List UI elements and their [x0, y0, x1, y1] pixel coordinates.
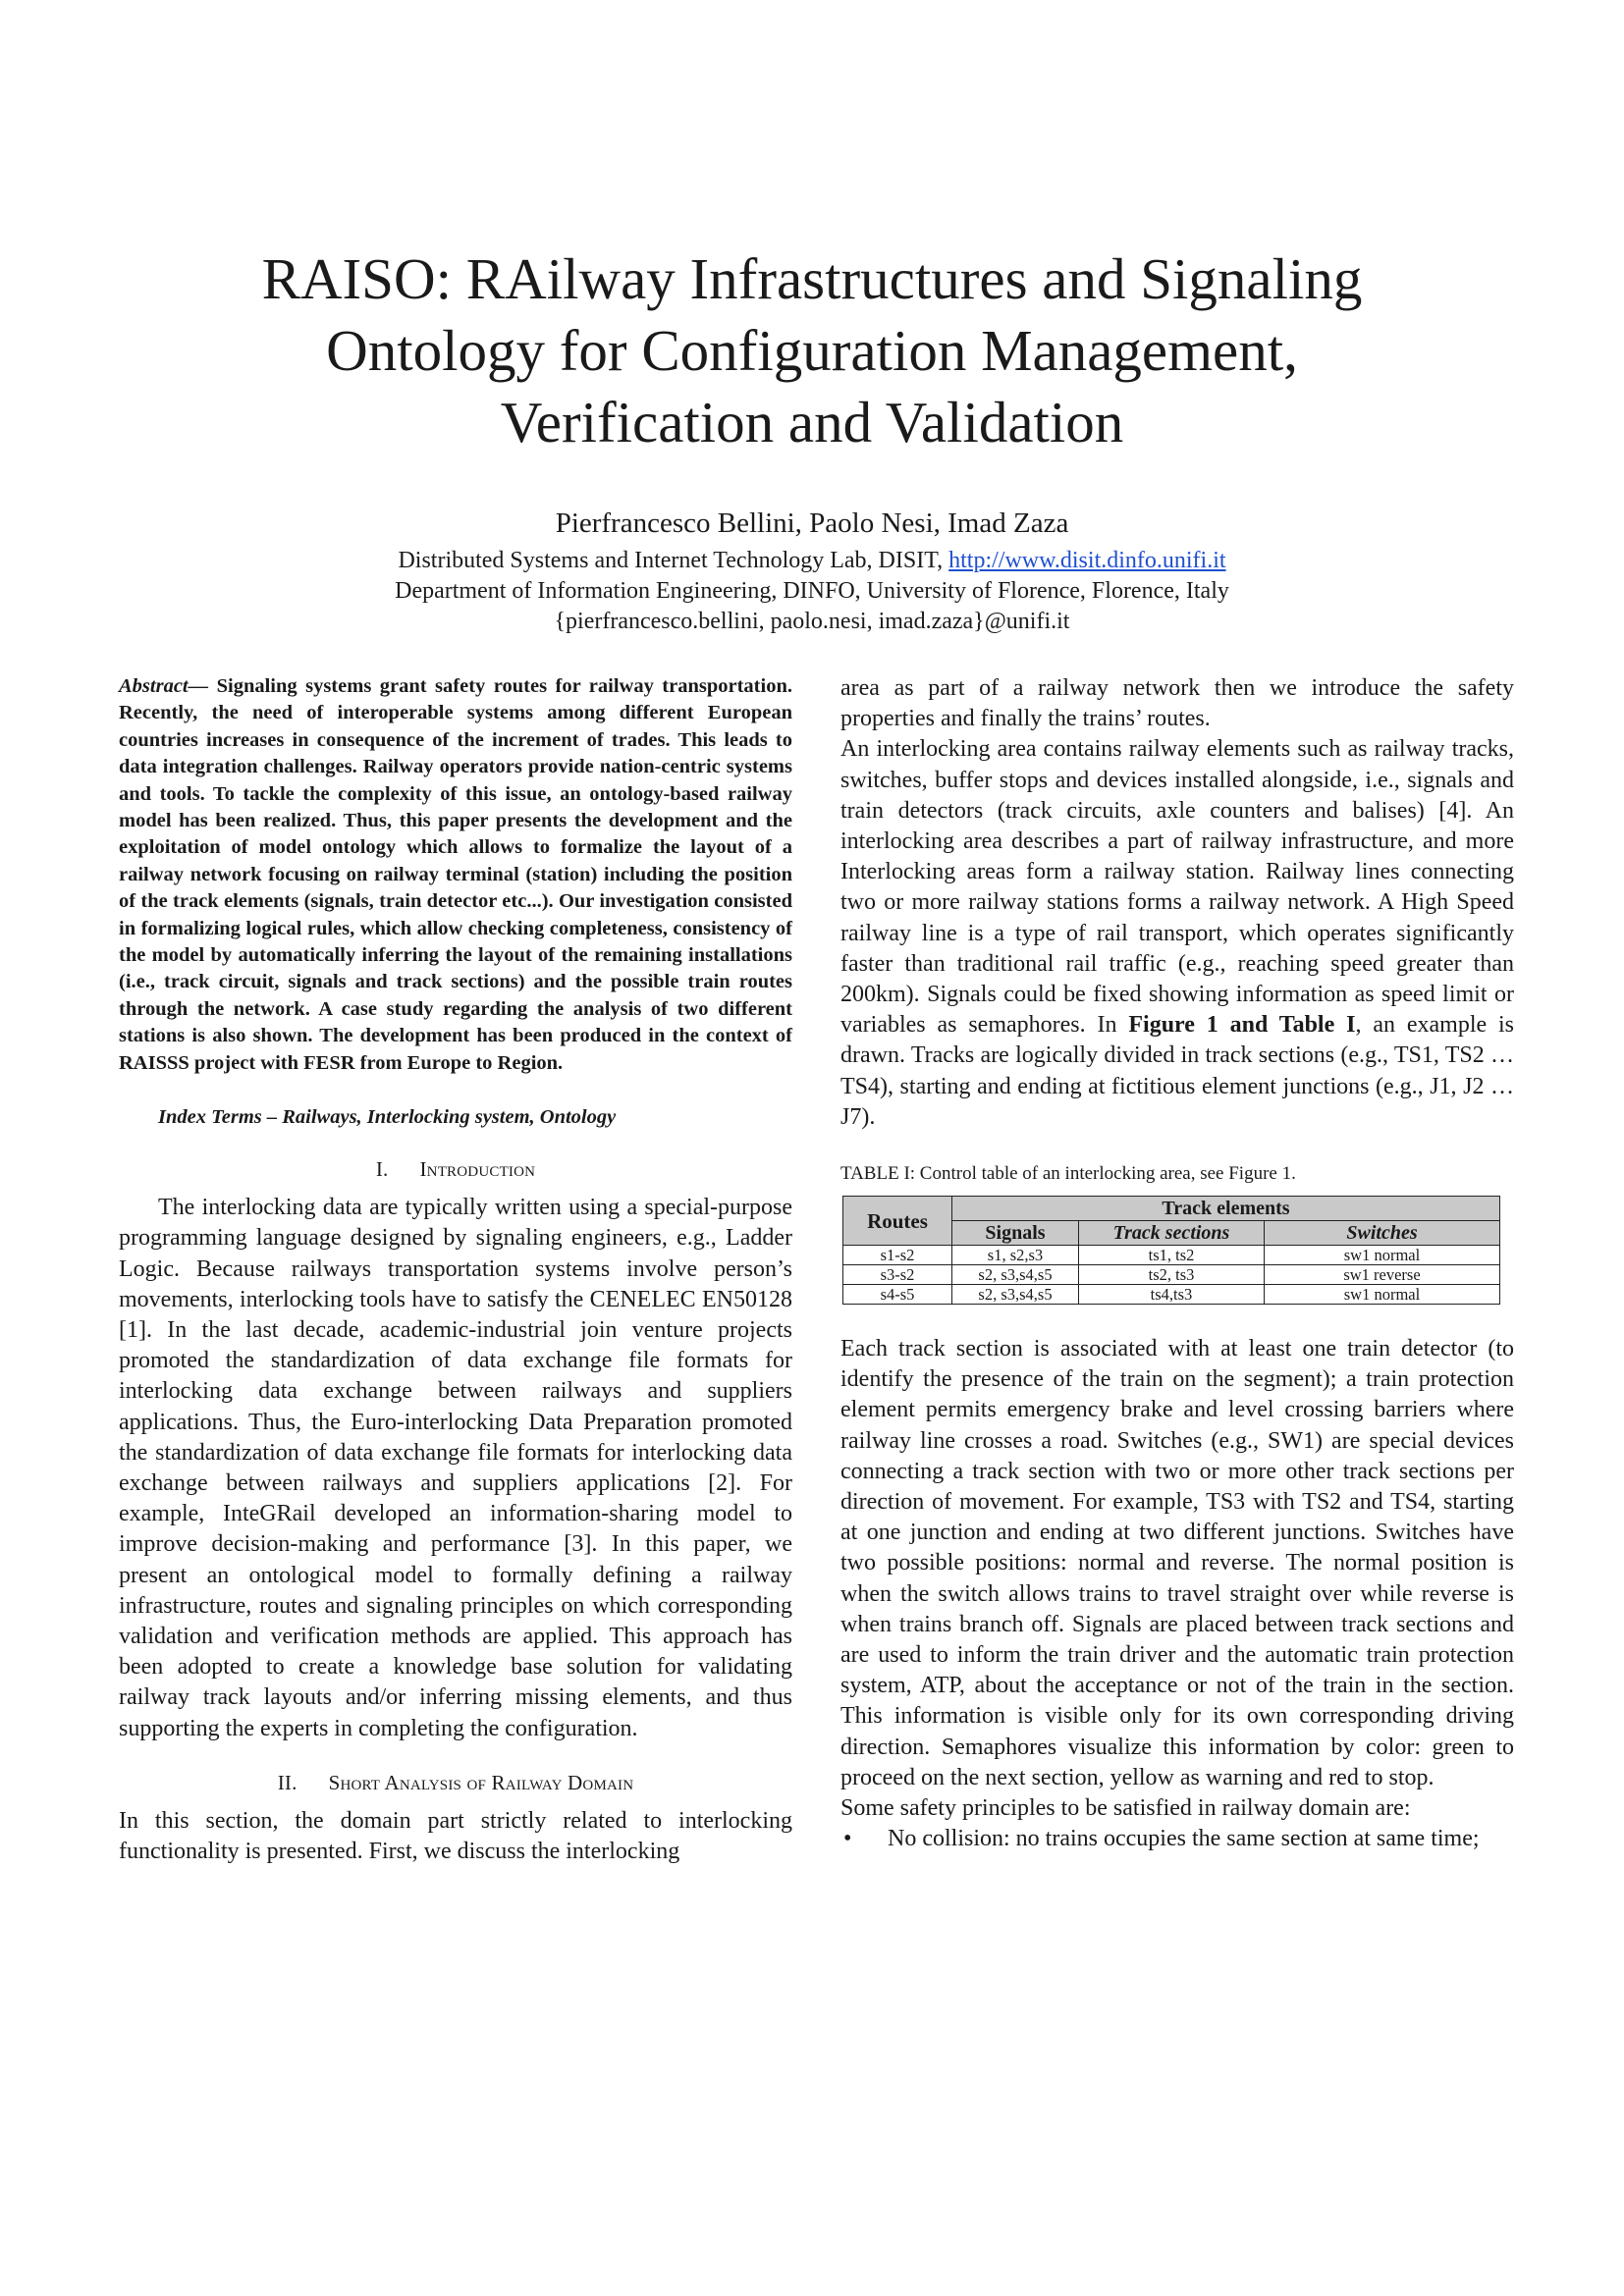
table-row [843, 1285, 1500, 1305]
right-paragraph-2 [840, 734, 1514, 1133]
affiliation-line-1 [118, 546, 1506, 576]
paragraph-text: , an example is drawn. Tracks are logically divided in track sections (e.g., TS1, TS2 … TS4), starting and ending at fictitious element junctions (e.g., J1, J2 … J7). [840, 1012, 1515, 1130]
table-row [843, 1246, 1500, 1265]
abstract-text: Signaling systems grant safety routes for railway transportation. Recently, the need of interoperable systems among different European countries increases in consequence of the increment of trades. This leads to data integration challenges. Railway operators provide nation-centric systems and tools. To tackle the complexity of this issue, an ontology-based railway model has been realized. Thus, this paper presents the development and the exploitation of model ontology which allows to formalize the layout of a railway network focusing on railway terminal (station) including the position of the track elements (signals, train detector etc...). Our investigation consisted in formalizing logical rules, which allow checking completeness, consistency of the model by automatically inferring the layout of the remaining installations (i.e., track circuit, signals and track sections) and the possible train routes through the network. A case study regarding the analysis of two different stations is also shown. The development has been produced in the context of RAISSS project with FESR from Europe to Region. [119, 675, 792, 1074]
table-cell-switches: sw1 reverse [1265, 1265, 1500, 1285]
right-paragraph-1: area as part of a railway network then we introduce the safety properties and finally the trains’ routes. [840, 675, 1514, 732]
affiliation [118, 546, 1506, 637]
introduction-paragraph: The interlocking data are typically written using a special-purpose programming language designed by signaling engineers, e.g., Ladder Logic. Because railways transportation systems involve person’s movements, interlocking tools have to satisfy the CENELEC EN50128 [1]. In the last decade, academic-industrial join venture projects promoted the standardization of data exchange file formats for interlocking data exchange between railways and suppliers applications. Thus, the Euro-interlocking Data Preparation promoted the standardization of data exchange file formats for interlocking data exchange between railways and suppliers applications [2]. For example, InteGRail developed an information-sharing model to improve decision-making and performance [3]. In this paper, we present an ontological model to formally defining a railway infrastructure, routes and signaling principles on which corresponding validation and verification methods are applied. This approach has been adopted to create a knowledge base solution for validating railway track layouts and/or inferring missing elements, and thus supporting the experts in completing the configuration. [119, 1195, 792, 1741]
section-number: II. [277, 1770, 298, 1794]
table-cell-track-sections: ts4,ts3 [1079, 1285, 1265, 1305]
table-row [843, 1265, 1500, 1285]
domain-analysis-paragraph: In this section, the domain part strictly related to interlocking functionality is presented. First, we discuss the interlocking [119, 1807, 792, 1864]
affiliation-emails: {pierfrancesco.bellini, paolo.nesi, imad.zaza}@unifi.it [554, 609, 1070, 634]
affiliation-lab: Distributed Systems and Internet Technology Lab, DISIT, [398, 548, 949, 573]
title-line: Verification and Validation [500, 390, 1124, 454]
figure-table-reference: Figure 1 and Table I [1128, 1012, 1356, 1039]
section-heading-domain-analysis [119, 1770, 792, 1796]
right-column [840, 673, 1514, 1855]
table-cell-signals: s2, s3,s4,s5 [952, 1265, 1079, 1285]
table-header-track-sections: Track sections [1079, 1221, 1265, 1246]
right-paragraph-4: Some safety principles to be satisfied in railway domain are: [840, 1795, 1411, 1822]
section-heading-introduction [119, 1156, 792, 1183]
abstract-lead: Abstract— [119, 675, 209, 697]
list-item-text: No collision: no trains occupies the same section at same time; [888, 1826, 1480, 1852]
table-cell-track-sections: ts2, ts3 [1079, 1265, 1265, 1285]
paper-title [118, 243, 1506, 458]
authors: Pierfrancesco Bellini, Paolo Nesi, Imad Zaza [555, 507, 1069, 539]
table-cell-switches: sw1 normal [1265, 1246, 1500, 1265]
table-header-track-elements: Track elements [952, 1197, 1500, 1221]
safety-principles-list [840, 1824, 1514, 1854]
bullet-icon: • [843, 1826, 852, 1852]
left-column [119, 673, 792, 1867]
table-cell-signals: s1, s2,s3 [952, 1246, 1079, 1265]
abstract [119, 673, 792, 1077]
table-cell-signals: s2, s3,s4,s5 [952, 1285, 1079, 1305]
section-title: Short Analysis of Railway Domain [328, 1770, 634, 1794]
table-cell-track-sections: ts1, ts2 [1079, 1246, 1265, 1265]
section-number: I. [375, 1157, 389, 1182]
lab-website-link[interactable]: http://www.disit.dinfo.unifi.it [948, 548, 1226, 573]
paragraph-text: An interlocking area contains railway elements such as railway tracks, switches, buffer stops and devices installed alongside, i.e., signals and train detectors (track circuits, axle counters and balises) [4]. An interlocking area describes a part of railway infrastructure, and more Interlocking areas form a railway station. Railway lines connecting two or more railway stations forms a railway network. A High Speed railway line is a type of rail transport, which operates significantly faster than traditional rail traffic (e.g., reaching speed greater than 200km). Signals could be fixed showing information as speed limit or variables as semaphores. In [840, 736, 1514, 1039]
table-caption: TABLE I: Control table of an interlocking area, see Figure 1. [840, 1163, 1296, 1185]
title-line: RAISO: RAilway Infrastructures and Signaling [261, 246, 1363, 311]
index-terms: Index Terms – Railways, Interlocking system, Ontology [158, 1106, 617, 1129]
affiliation-line-2: Department of Information Engineering, DINFO, University of Florence, Florence, Italy [395, 578, 1229, 604]
section-title: Introduction [419, 1157, 536, 1182]
table-cell-route: s1-s2 [843, 1246, 952, 1265]
table-cell-route: s3-s2 [843, 1265, 952, 1285]
control-table [842, 1196, 1500, 1305]
title-line: Ontology for Configuration Management, [326, 318, 1298, 383]
table-cell-route: s4-s5 [843, 1285, 952, 1305]
table-header-signals: Signals [952, 1221, 1079, 1246]
list-item [840, 1824, 1514, 1854]
table-cell-switches: sw1 normal [1265, 1285, 1500, 1305]
right-paragraph-3: Each track section is associated with at least one train detector (to identify the presence of the train on the segment); a train protection element permits emergency brake and level crossing barriers where railway line crosses a road. Switches (e.g., SW1) are special devices connecting a track section with two or more other track sections per direction of movement. For example, TS3 with TS2 and TS4, starting at one junction and ending at two different junctions. Switches have two possible positions: normal and reverse. The normal position is when the switch allows trains to travel straight over while reverse is when trains branch off. Signals are placed between track sections and are used to inform the train driver and the automatic train protection system, ATP, about the acceptance or not of the train in the section. This information is visible only for its own corresponding driving direction. Semaphores visualize this information by color: green to proceed on the next section, yellow as warning and red to stop. [840, 1336, 1514, 1790]
table-header-routes: Routes [843, 1197, 952, 1246]
table-header-switches: Switches [1265, 1221, 1500, 1246]
